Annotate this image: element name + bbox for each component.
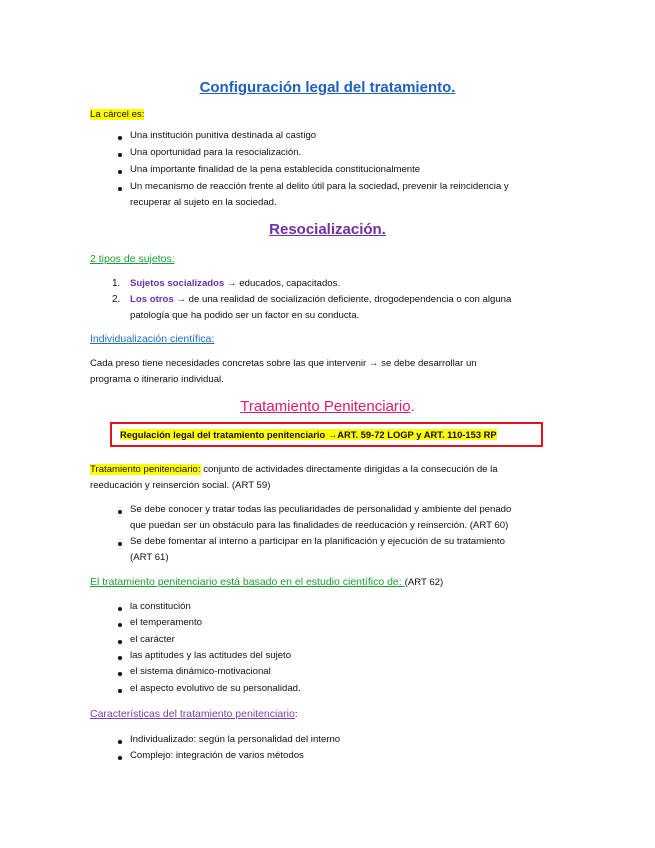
bullet-icon	[118, 623, 122, 627]
bullet-icon	[118, 153, 122, 157]
bullet-icon	[118, 656, 122, 660]
section-title-tratamiento: Tratamiento Penitenciario.	[240, 398, 415, 415]
bullet-icon	[118, 187, 122, 191]
caracteristicas-label-line: Características del tratamiento penitenciario:	[90, 708, 298, 720]
list-item: Un mecanismo de reacción frente al delito útil para la sociedad, prevenir la reincidencia y	[130, 181, 509, 192]
bullet-icon	[118, 136, 122, 140]
list-number: 2.	[112, 294, 121, 305]
tipos-label: 2 tipos de sujetos:	[90, 253, 175, 265]
paragraph-line: programa o itinerario individual.	[90, 374, 224, 385]
list-item: Complejo: integración de varios métodos	[130, 750, 304, 761]
list-item-continuation: (ART 61)	[130, 552, 169, 563]
list-item: el temperamento	[130, 617, 202, 628]
bullet-icon	[118, 640, 122, 644]
list-item-continuation: patología que ha podido ser un factor en su conducta.	[130, 310, 360, 321]
list-item: Individualizado: según la personalidad del interno	[130, 734, 341, 745]
list-item: Una importante finalidad de la pena establecida constitucionalmente	[130, 164, 421, 175]
bullet-icon	[118, 756, 122, 760]
list-item: el sistema dinámico-motivacional	[130, 666, 271, 677]
list-item: Se debe fomentar al interno a participar en la planificación y ejecución de su tratamiento	[130, 536, 505, 547]
page-title: Configuración legal del tratamiento.	[199, 79, 456, 96]
regulacion-text: Regulación legal del tratamiento penitenciario →ART. 59-72 LOGP y ART. 110-153 RP	[120, 429, 497, 440]
list-item-continuation: recuperar al sujeto en la sociedad.	[130, 197, 277, 208]
estudio-label-line: El tratamiento penitenciario está basado en el estudio científico de: (ART 62)	[90, 576, 444, 588]
list-item: las aptitudes y las actitudes del sujeto	[130, 650, 292, 661]
list-item: el carácter	[130, 634, 175, 645]
paragraph-line: Cada preso tiene necesidades concretas sobre las que intervenir → se debe desarrollar un	[90, 358, 477, 369]
definition-line: Tratamiento penitenciario: conjunto de actividades directamente dirigidas a la consecución de la	[90, 464, 498, 475]
bullet-icon	[118, 689, 122, 693]
list-item: Sujetos socializados → educados, capacitados.	[130, 278, 341, 289]
individualizacion-label: Individualización científica:	[90, 333, 215, 345]
list-item: el aspecto evolutivo de su personalidad.	[130, 683, 301, 694]
list-item: la constitución	[130, 601, 191, 612]
list-item: Una oportunidad para la resocialización.	[130, 147, 302, 158]
list-item-continuation: que puedan ser un obstáculo para las finalidades de reeducación y reinserción. (ART 60)	[130, 520, 509, 531]
list-number: 1.	[112, 278, 121, 289]
bullet-icon	[118, 542, 122, 546]
definition-line: reeducación y reinserción social. (ART 59)	[90, 480, 271, 491]
bullet-icon	[118, 672, 122, 676]
bullet-icon	[118, 170, 122, 174]
carcel-label: La cárcel es:	[90, 109, 145, 120]
section-title-resocializacion: Resocialización.	[269, 221, 386, 238]
list-item: Se debe conocer y tratar todas las peculiaridades de personalidad y ambiente del penado	[130, 504, 512, 515]
bullet-icon	[118, 510, 122, 514]
bullet-icon	[118, 607, 122, 611]
bullet-icon	[118, 740, 122, 744]
list-item: Los otros → de una realidad de socialización deficiente, drogodependencia o con alguna	[130, 294, 512, 305]
list-item: Una institución punitiva destinada al castigo	[130, 130, 317, 141]
